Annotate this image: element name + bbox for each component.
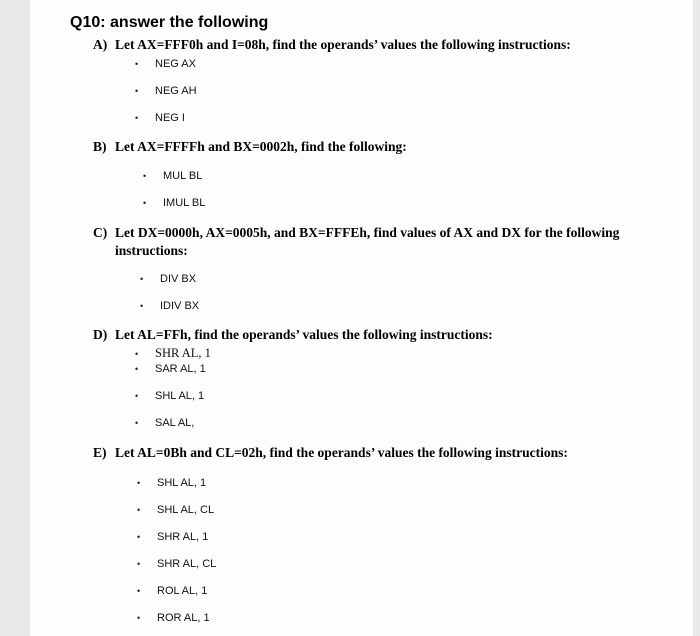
- bullet-icon: •: [140, 274, 144, 284]
- bullet-icon: •: [137, 613, 141, 623]
- section-heading: [70, 138, 673, 156]
- instruction-text: ROR AL, 1: [157, 612, 210, 624]
- list-item: [135, 417, 673, 430]
- instruction-text: SHL AL, CL: [157, 504, 215, 516]
- instruction-text: NEG I: [155, 112, 185, 124]
- bullet-icon: •: [135, 86, 139, 96]
- bullet-icon: •: [137, 478, 141, 488]
- instruction-text: SHL AL, 1: [157, 477, 207, 489]
- instruction-text: SHR AL, 1: [157, 531, 209, 543]
- section-heading: [70, 444, 673, 462]
- bullet-icon: •: [135, 418, 139, 428]
- question-title: Q10: answer the following: [70, 14, 269, 31]
- section-heading-text: Let AX=FFFFh and BX=0002h, find the following:: [115, 139, 407, 154]
- section-heading: [70, 326, 673, 344]
- instruction-text: SAR AL, 1: [155, 363, 206, 375]
- instruction-text: SHR AL, 1: [155, 346, 211, 360]
- list-item: [135, 112, 673, 125]
- list-item: [137, 558, 673, 571]
- bullet-icon: •: [135, 391, 139, 401]
- list-item: [143, 170, 673, 183]
- instruction-text: NEG AH: [155, 85, 197, 97]
- instruction-list: [135, 58, 673, 125]
- bullet-icon: •: [137, 559, 141, 569]
- list-item: [137, 504, 673, 517]
- section-heading: [70, 224, 673, 260]
- instruction-text: SAL AL,: [155, 417, 195, 429]
- list-item: [143, 197, 673, 210]
- bullet-icon: •: [143, 198, 147, 208]
- list-item: [140, 300, 673, 313]
- instruction-text: DIV BX: [160, 273, 197, 285]
- section-b: [70, 138, 673, 210]
- section-heading-text: Let AL=0Bh and CL=02h, find the operands’ values the following instructions:: [115, 445, 568, 460]
- list-item: [137, 585, 673, 598]
- section-c: [70, 224, 673, 313]
- instruction-list: [137, 477, 673, 625]
- bullet-icon: •: [143, 171, 147, 181]
- section-label: B): [93, 139, 107, 154]
- section-d: [70, 326, 673, 430]
- section-label: A): [93, 37, 108, 52]
- section-a: [70, 36, 673, 125]
- instruction-text: ROL AL, 1: [157, 585, 208, 597]
- bullet-icon: •: [137, 505, 141, 515]
- bullet-icon: •: [140, 301, 144, 311]
- section-heading-text: Let AL=FFh, find the operands’ values the following instructions:: [115, 327, 493, 342]
- section-e: [70, 444, 673, 625]
- list-item: [140, 273, 673, 286]
- instruction-list: [140, 273, 673, 313]
- section-label: C): [93, 225, 108, 240]
- bullet-icon: •: [135, 113, 139, 123]
- document-page: [30, 0, 693, 636]
- bullet-icon: •: [135, 364, 139, 374]
- bullet-icon: •: [135, 59, 139, 69]
- instruction-text: MUL BL: [163, 170, 203, 182]
- list-item: [135, 390, 673, 403]
- section-label: D): [93, 327, 108, 342]
- section-heading: [70, 36, 673, 54]
- section-heading-text: Let AX=FFF0h and I=08h, find the operands’ values the following instructions:: [115, 37, 571, 52]
- instruction-text: NEG AX: [155, 58, 196, 70]
- list-item: [137, 477, 673, 490]
- section-label: E): [93, 445, 107, 460]
- list-item: [135, 85, 673, 98]
- bullet-icon: •: [137, 586, 141, 596]
- bullet-icon: •: [137, 532, 141, 542]
- list-item: [135, 347, 673, 361]
- list-item: [137, 612, 673, 625]
- section-heading-text: Let DX=0000h, AX=0005h, and BX=FFFEh, find values of AX and DX for the following instructions:: [115, 225, 620, 258]
- instruction-list: [135, 347, 673, 430]
- list-item: [135, 363, 673, 376]
- instruction-text: IMUL BL: [163, 197, 206, 209]
- instruction-list: [143, 170, 673, 210]
- instruction-text: SHR AL, CL: [157, 558, 217, 570]
- list-item: [137, 531, 673, 544]
- instruction-text: IDIV BX: [160, 300, 200, 312]
- list-item: [135, 58, 673, 71]
- bullet-icon: •: [135, 349, 139, 359]
- instruction-text: SHL AL, 1: [155, 390, 205, 402]
